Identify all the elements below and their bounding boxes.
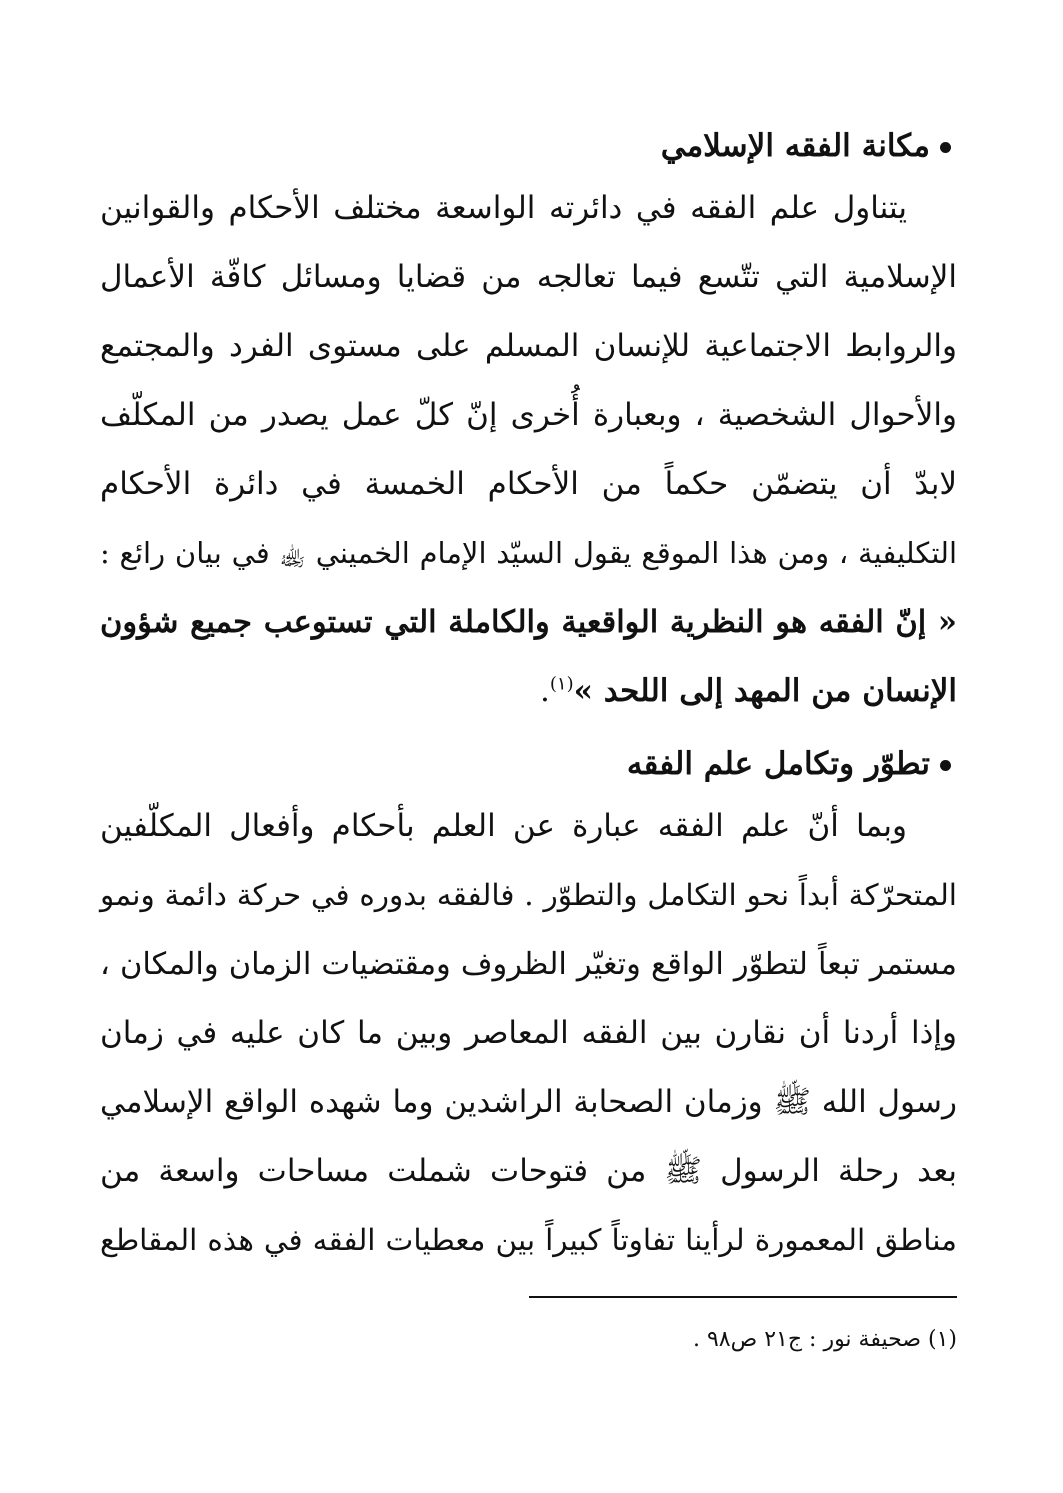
quote-line: « إنّ الفقه هو النظرية الواقعية والكاملة التي تستوعب جميع شؤون	[100, 604, 957, 640]
footnote: (١) صحيفة نور : ج٢١ ص٩٨ .	[692, 1327, 957, 1352]
paragraph-line: يتناول علم الفقه في دائرته الواسعة مختلف الأحكام والقوانين	[100, 190, 907, 226]
paragraph-line: وإذا أردنا أن نقارن بين الفقه المعاصر وبين ما كان عليه في زمان	[100, 1015, 957, 1051]
paragraph-line: مستمر تبعاً لتطوّر الواقع وتغيّر الظروف ومقتضيات الزمان والمكان ،	[100, 947, 957, 982]
paragraph-line: لابدّ أن يتضمّن حكماً من الأحكام الخمسة في دائرة الأحكام	[100, 466, 957, 502]
paragraph-line: التكليفية ، ومن هذا الموقع يقول السيّد الإمام الخميني ﵀ في بيان رائع :	[100, 536, 957, 570]
quote-end: .	[540, 673, 550, 709]
quote-text: الإنسان من المهد إلى اللحد »	[573, 673, 957, 709]
paragraph-line: وبما أنّ علم الفقه عبارة عن العلم بأحكام وأفعال المكلّفين	[100, 808, 907, 844]
section-heading-status-of-fiqh	[100, 118, 957, 174]
footnote-reference: (١)	[549, 673, 574, 695]
footnote-divider	[529, 1296, 957, 1298]
section-heading-text: مكانة الفقه الإسلامي	[660, 128, 930, 164]
paragraph-line: مناطق المعمورة لرأينا تفاوتاً كبيراً بين معطيات الفقه في هذه المقاطع	[100, 1223, 957, 1257]
section-heading-text: تطوّر وتكامل علم الفقه	[626, 746, 930, 782]
paragraph-line: رسول الله ﷺ وزمان الصحابة الراشدين وما شهده الواقع الإسلامي	[100, 1084, 957, 1120]
section-heading-development-of-fiqh	[100, 736, 957, 792]
page-body	[100, 118, 957, 1275]
paragraph-line: بعد رحلة الرسول ﷺ من فتوحات شملت مساحات واسعة من	[100, 1153, 957, 1189]
paragraph-line: المتحرّكة أبداً نحو التكامل والتطوّر . فالفقه بدوره في حركة دائمة ونمو	[100, 878, 957, 912]
bullet-icon	[940, 760, 951, 771]
paragraph-line: الإسلامية التي تتّسع فيما تعالجه من قضايا ومسائل كافّة الأعمال	[100, 259, 957, 295]
quote-line-final	[100, 657, 957, 726]
bullet-icon	[940, 142, 951, 153]
paragraph-line: والروابط الاجتماعية للإنسان المسلم على مستوى الفرد والمجتمع	[100, 328, 957, 364]
paragraph-line: والأحوال الشخصية ، وبعبارة أُخرى إنّ كلّ عمل يصدر من المكلّف	[100, 397, 957, 433]
